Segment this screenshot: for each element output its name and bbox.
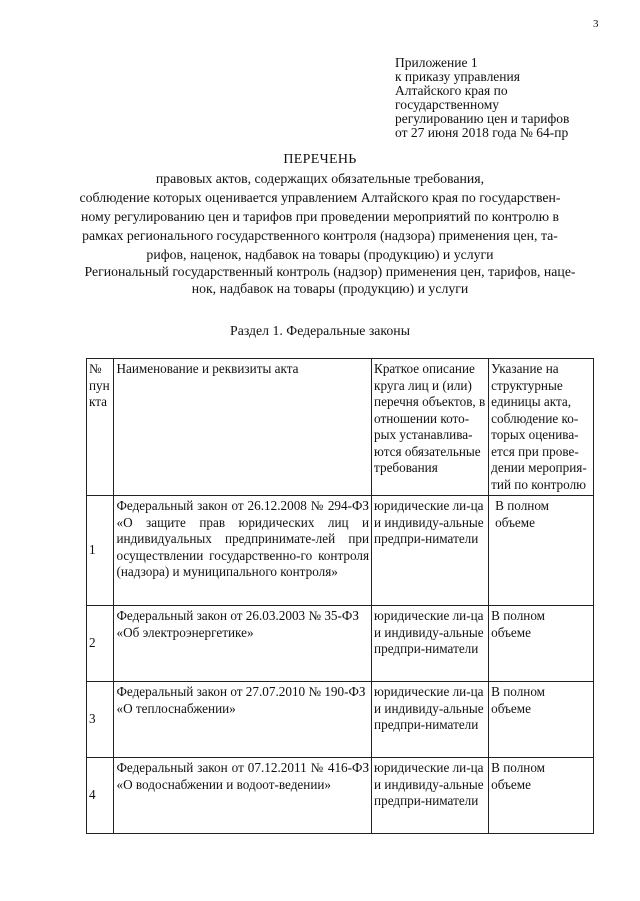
title-line: ному регулированию цен и тарифов при проведении мероприятий по контролю в: [81, 209, 559, 224]
appendix-line: государственному: [395, 97, 500, 112]
row-scope-line: объеме: [495, 514, 535, 530]
row-scope-line: В полном: [491, 760, 546, 775]
title-line: рамках регионального государственного контроля (надзора) применения цен, та-: [82, 228, 558, 243]
appendix-line: Приложение 1: [395, 55, 478, 70]
row-act: Федеральный закон от 27.07.2010 № 190-ФЗ «О теплоснабжении»: [114, 682, 372, 758]
header-act: Наименование и реквизиты акта: [114, 359, 372, 496]
header-subjects: Краткое описание круга лиц и (или) перечня объектов, в отношении кото-рых устанавлива-ются обязательные требования: [372, 359, 489, 496]
row-act: Федеральный закон от 26.12.2008 № 294-ФЗ «О защите прав юридических лиц и индивидуальных предпринимате-лей при осуществлении государственно-го контроля (надзора) и муниципального контроля»: [114, 496, 372, 606]
title-line: рифов, наценок, надбавок на товары (продукцию) и услуги: [146, 247, 494, 262]
row-subjects: юридические ли-ца и индивиду-альные предпри-ниматели: [372, 758, 489, 834]
row-act: Федеральный закон от 07.12.2011 № 416-ФЗ «О водоснабжении и водоот-ведении»: [114, 758, 372, 834]
appendix-line: Алтайского края по: [395, 83, 508, 98]
header-number: № пун кта: [87, 359, 114, 496]
row-scope-line: объеме: [491, 700, 531, 716]
header-scope: Указание на структурные единицы акта, соблюдение ко-торых оценива-ется при прове-дении мероприя-тий по контролю: [489, 359, 594, 496]
row-scope-line: объеме: [491, 624, 531, 640]
appendix-line: регулированию цен и тарифов: [395, 111, 570, 126]
row-scope-line: В полном: [491, 684, 546, 699]
title-heading: ПЕРЕЧЕНЬ: [283, 152, 357, 167]
title-line: правовых актов, содержащих обязательные требования,: [155, 171, 485, 186]
table-row: [87, 496, 594, 606]
row-scope-line: В полном: [495, 498, 550, 513]
row-scope-line: объеме: [491, 776, 531, 792]
section-title: Раздел 1. Федеральные законы: [230, 323, 410, 338]
table-row: [87, 682, 594, 758]
row-number: 4: [87, 758, 114, 834]
document-title: [60, 150, 580, 264]
row-number: 2: [87, 606, 114, 682]
row-scope: [489, 606, 594, 682]
page-number: 3: [593, 18, 599, 30]
row-scope: [489, 682, 594, 758]
row-scope: [489, 496, 594, 606]
row-subjects: юридические ли-ца и индивиду-альные предпри-ниматели: [372, 606, 489, 682]
row-act: Федеральный закон от 26.03.2003 № 35-ФЗ «Об электроэнергетике»: [114, 606, 372, 682]
table-header-row: [87, 359, 594, 496]
row-number: 1: [87, 496, 114, 606]
title-line: соблюдение которых оценивается управлением Алтайского края по государствен-: [79, 190, 561, 205]
row-number: 3: [87, 682, 114, 758]
row-scope-line: В полном: [491, 608, 546, 623]
table-row: [87, 606, 594, 682]
row-subjects: юридические ли-ца и индивиду-альные предпри-ниматели: [372, 496, 489, 606]
appendix-line: от 27 июня 2018 года № 64-пр: [395, 125, 569, 140]
appendix-line: к приказу управления: [395, 69, 520, 84]
control-type: [60, 263, 600, 297]
table-row: [87, 758, 594, 834]
appendix-block: [395, 56, 625, 140]
row-subjects: юридические ли-ца и индивиду-альные предпри-ниматели: [372, 682, 489, 758]
control-line: нок, надбавок на товары (продукцию) и услуги: [191, 281, 469, 296]
row-scope: [489, 758, 594, 834]
acts-table: [86, 358, 594, 834]
control-line: Региональный государственный контроль (надзор) применения цен, тарифов, наце-: [84, 264, 576, 279]
